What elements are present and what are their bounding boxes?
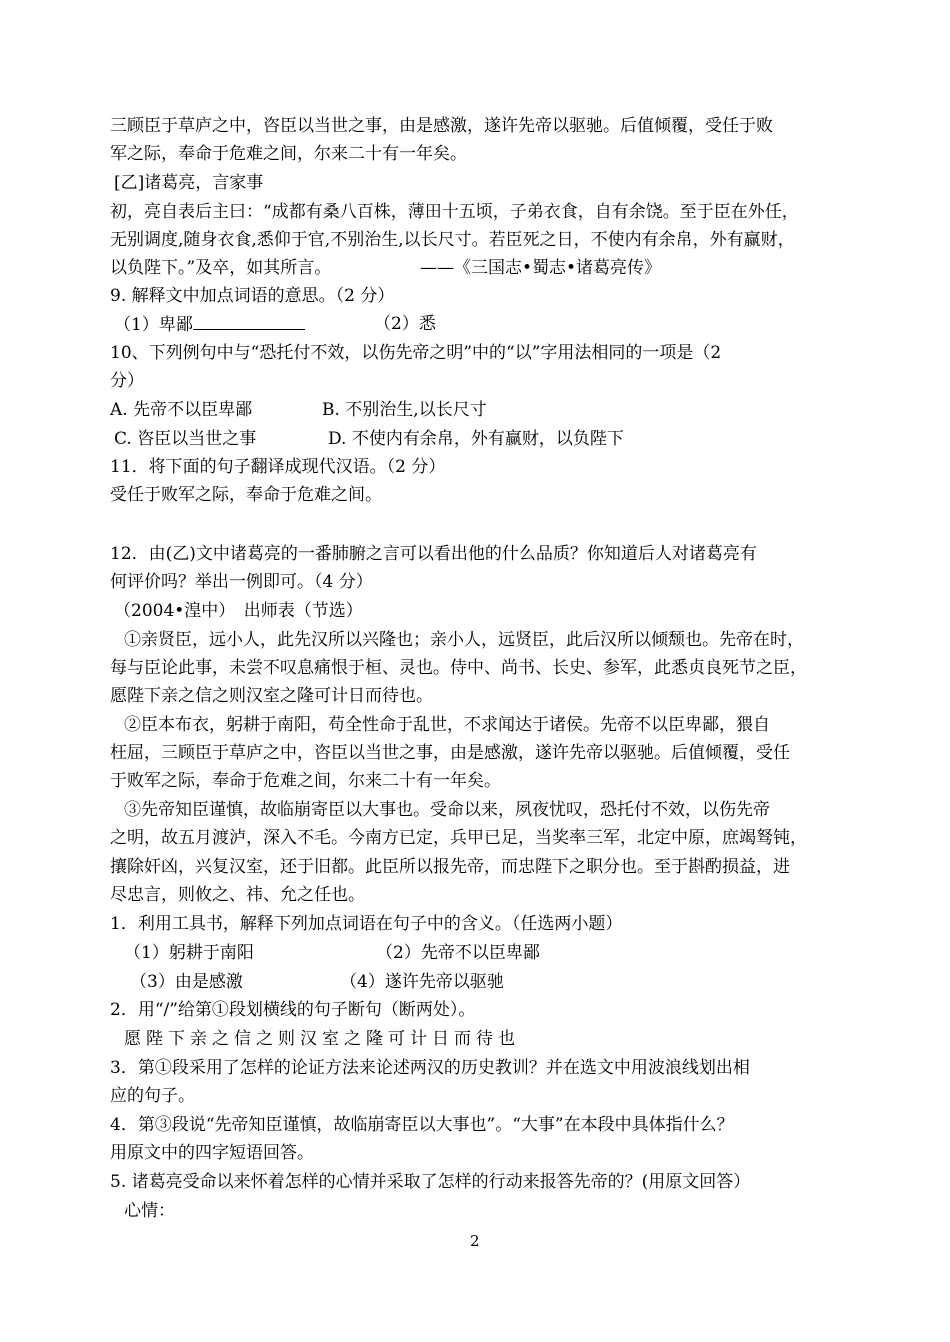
section-2-paragraph-line: ③先帝知臣谨慎，故临崩寄臣以大事也。受命以来，夙夜忧叹，恐托付不效，以伤先帝	[124, 800, 770, 820]
answer-blank[interactable]	[193, 311, 305, 330]
section-2-question-2-stem: 2．用“/”给第①段划横线的句子断句（断两处）。	[110, 1000, 476, 1020]
section-2-question-1-item-2: （2）先帝不以臣卑鄙	[376, 943, 540, 963]
section-2-question-1-item-1: （1）躬耕于南阳	[124, 943, 254, 963]
question-10-option-c: C. 咨臣以当世之事	[114, 429, 257, 449]
question-11-sentence: 受任于败军之际，奉命于危难之间。	[110, 485, 382, 505]
section-2-question-1-item-3: （3）由是感激	[130, 972, 243, 992]
section-2-paragraph-line: 于败军之际，奉命于危难之间，尔来二十有一年矣。	[110, 771, 501, 791]
section-2-paragraph-line: 攘除奸凶，兴复汉室，还于旧都。此臣所以报先帝，而忠陛下之职分也。至于斟酌损益，进	[110, 857, 790, 877]
section-2-question-3-stem: 3．第①段采用了怎样的论证方法来论述两汉的历史教训？并在选文中用波浪线划出相	[110, 1058, 750, 1078]
question-12-stem: 何评价吗？举出一例即可。（4 分）	[110, 572, 373, 592]
question-10-stem: 分）	[110, 371, 144, 391]
question-9-stem: 9. 解释文中加点词语的意思。（2 分）	[110, 286, 395, 306]
question-10-option-d: D. 不使内有余帛，外有赢财，以负陛下	[328, 429, 624, 449]
section-2-paragraph-line: ①亲贤臣，远小人，此先汉所以兴隆也；亲小人，远贤臣，此后汉所以倾颓也。先帝在时，	[124, 630, 804, 650]
passage-yi-line: 初，亮自表后主曰：“成都有桑八百株，薄田十五顷，子弟衣食，自有余饶。至于臣在外任，	[110, 202, 799, 222]
question-10-stem: 10、下列例句中与“恐托付不效，以伤先帝之明”中的“以”字用法相同的一项是（2	[110, 343, 722, 363]
section-2-question-3-stem: 应的句子。	[110, 1086, 195, 1106]
question-9-item-1: （1）卑鄙	[114, 311, 305, 338]
section-2-question-4-stem: 4．第③段说“先帝知臣谨慎，故临崩寄臣以大事也”。“大事”在本段中具体指什么？	[110, 1115, 734, 1135]
section-2-header: （2004•湟中） 出师表（节选）	[114, 601, 363, 621]
section-2-paragraph-line: 枉屈，三顾臣于草庐之中，咨臣以当世之事，由是感激，遂许先帝以驱驰。后值倾覆，受任	[110, 743, 790, 763]
section-2-question-1-stem: 1．利用工具书，解释下列加点词语在句子中的含义。（任选两小题）	[110, 914, 623, 934]
question-10-option-a: A. 先帝不以臣卑鄙	[110, 400, 253, 420]
page-number: 2	[470, 1232, 480, 1250]
passage-jia-line: 军之际，奉命于危难之间，尔来二十有一年矣。	[110, 144, 467, 164]
passage-yi-title: [乙]诸葛亮，言家事	[114, 173, 264, 193]
passage-yi-line: 无别调度,随身衣食,悉仰于官,不别治生,以长尺寸。若臣死之日，不使内有余帛，外有赢财，	[110, 230, 795, 250]
section-2-paragraph-line: 之明，故五月渡泸，深入不毛。今南方已定，兵甲已足，当奖率三军，北定中原，庶竭驽钝，	[110, 828, 807, 848]
section-2-question-5-answer-label: 心情：	[124, 1201, 175, 1221]
passage-yi-source: ——《三国志•蜀志•诸葛亮传》	[420, 258, 662, 278]
passage-yi-line: 以负陛下。”及卒，如其所言。	[110, 258, 332, 278]
question-11-stem: 11．将下面的句子翻译成现代汉语。（2 分）	[110, 457, 446, 477]
question-9-item-2: （2）悉	[374, 314, 436, 334]
question-10-option-b: B. 不别治生,以长尺寸	[322, 400, 487, 420]
section-2-question-4-stem: 用原文中的四字短语回答。	[110, 1143, 314, 1163]
section-2-paragraph-line: 尽忠言，则攸之、祎、允之任也。	[110, 885, 365, 905]
section-2-paragraph-line: 愿陛下亲之信之则汉室之隆可计日而待也。	[110, 686, 433, 706]
question-12-stem: 12．由(乙)文中诸葛亮的一番肺腑之言可以看出他的什么品质？你知道后人对诸葛亮有	[110, 544, 757, 564]
section-2-paragraph-line: ②臣本布衣，躬耕于南阳，苟全性命于乱世，不求闻达于诸侯。先帝不以臣卑鄙，猥自	[124, 715, 770, 735]
passage-jia-line: 三顾臣于草庐之中，咨臣以当世之事，由是感激，遂许先帝以驱驰。后值倾覆，受任于败	[110, 116, 773, 136]
section-2-question-1-item-4: （4）遂许先帝以驱驰	[340, 972, 504, 992]
section-2-question-5-stem: 5. 诸葛亮受命以来怀着怎样的心情并采取了怎样的行动来报答先帝的？(用原文回答）	[110, 1172, 751, 1192]
section-2-question-2-sentence: 愿陛下亲之信之则汉室之隆可计日而待也	[124, 1029, 520, 1049]
section-2-paragraph-line: 每与臣论此事，未尝不叹息痛恨于桓、灵也。侍中、尚书、长史、参军，此悉贞良死节之臣，	[110, 658, 807, 678]
